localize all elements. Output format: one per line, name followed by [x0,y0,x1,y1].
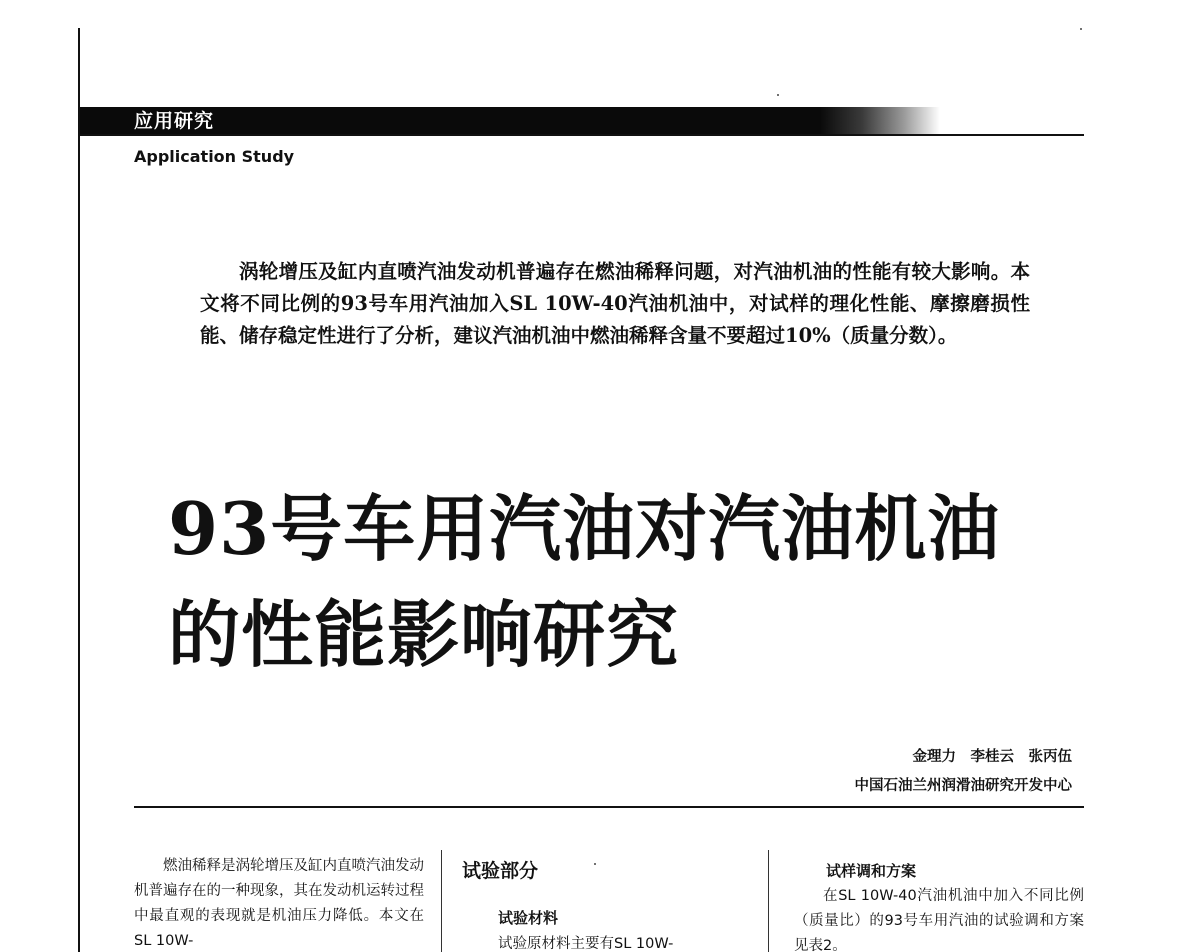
body-column-1-text: 燃油稀释是涡轮增压及缸内直喷汽油发动机普遍存在的一种现象，其在发动机运转过程中最直观的表现就是机油压力降低。本文在SL 10W- [134,858,424,949]
article-title-line-2: 的性能影响研究 [168,592,680,677]
column-divider-1 [441,850,442,952]
section-label-english: Application Study [134,147,295,166]
scan-speck [594,863,596,865]
section-label-chinese: 应用研究 [134,110,215,132]
subsection-heading-materials: 试验材料 [498,909,559,927]
body-column-2-text: 试验原材料主要有SL 10W- [498,936,674,952]
section-header-bar-fade [820,107,940,136]
body-separator-rule [134,806,1084,808]
column-divider-2 [768,850,769,952]
article-abstract: 涡轮增压及缸内直喷汽油发动机普遍存在燃油稀释问题，对汽油机油的性能有较大影响。本文将不同比例的93号车用汽油加入SL 10W-40汽油机油中，对试样的理化性能、摩擦磨损性能、储存稳定性进行了分析，建议汽油机油中燃油稀释含量不要超过10%（质量分数）。 [200,260,1030,347]
article-title [168,476,1098,688]
article-authors: 金理力 李桂云 张丙伍 [912,749,1072,765]
section-heading-experimental: 试验部分 [462,860,539,882]
subsection-heading-blend-scheme: 试样调和方案 [826,862,917,880]
article-title-line-1: 93号车用汽油对汽油机油 [168,486,1001,571]
body-column-3-text: 在SL 10W-40汽油机油中加入不同比例（质量比）的93号车用汽油的试验调和方案见表2。 [794,888,1084,952]
page-margin-rule [78,28,80,952]
scan-speck [777,94,779,96]
section-header-rule [80,134,1084,136]
scan-speck [1080,28,1082,30]
author-affiliation: 中国石油兰州润滑油研究开发中心 [854,778,1072,794]
